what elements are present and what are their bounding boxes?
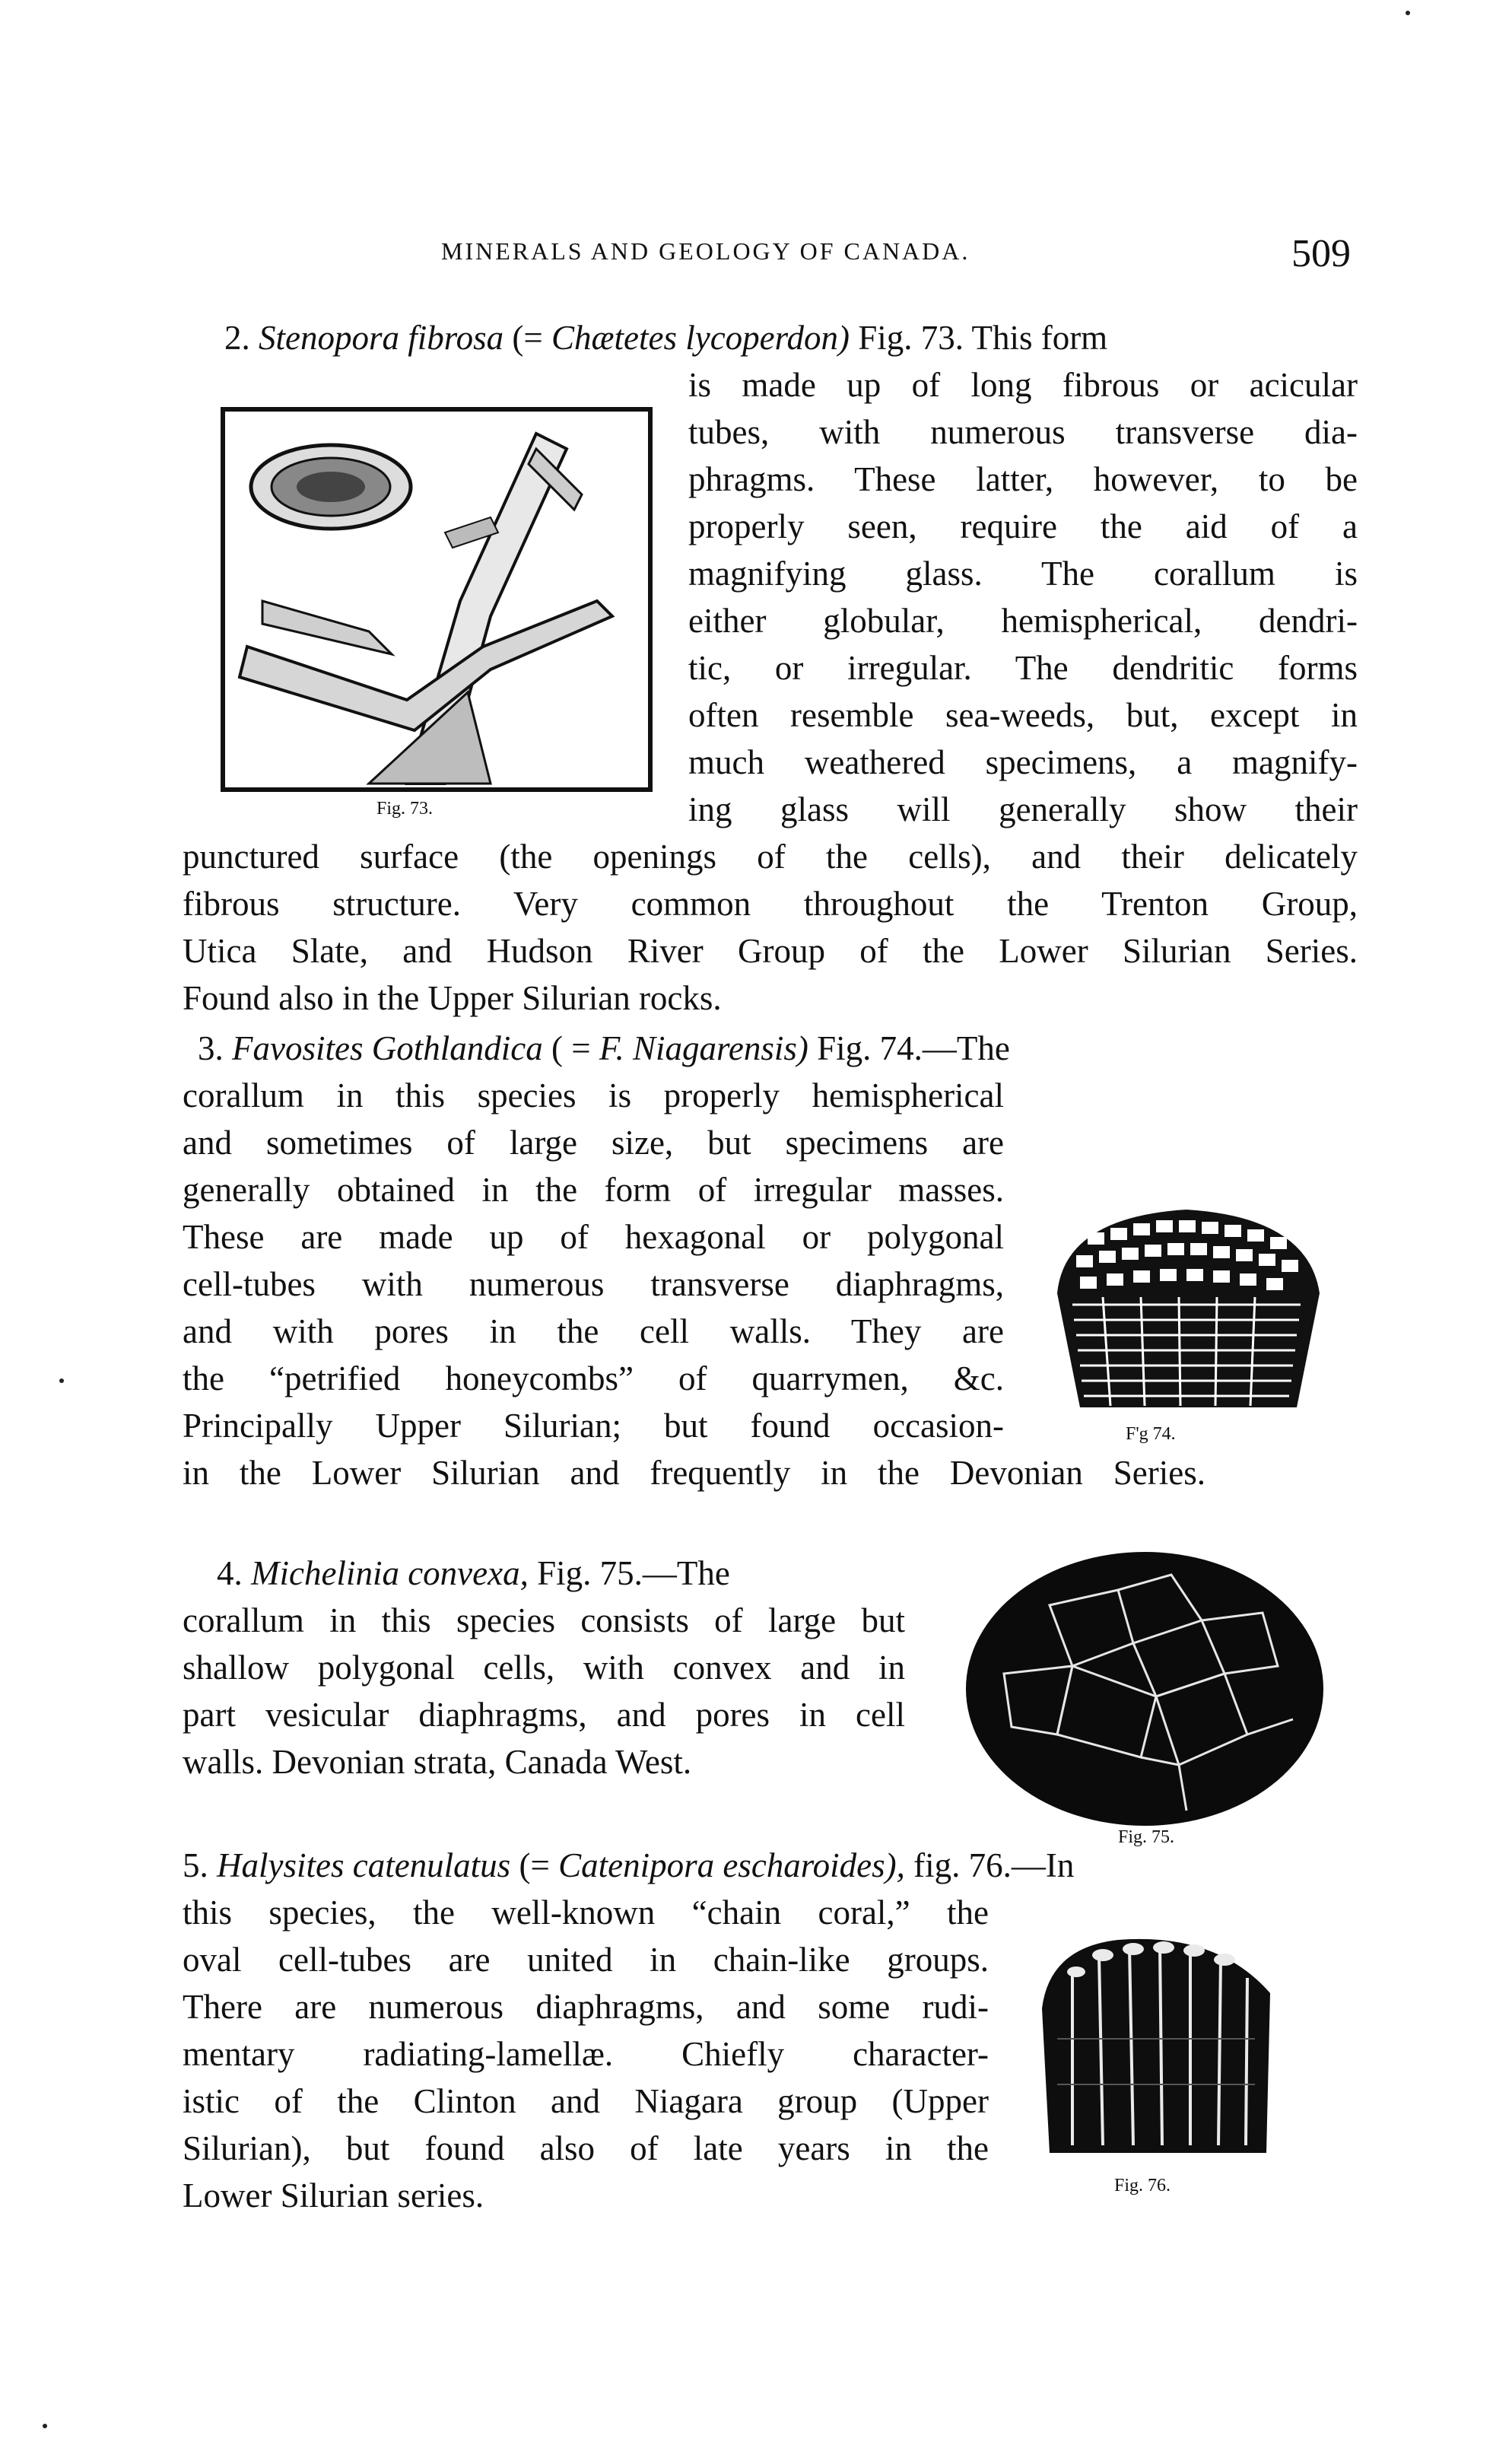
entry-number: 4. [217, 1554, 243, 1592]
body-line: much weathered specimens, a magnify- [688, 743, 1358, 781]
species-name: Halysites catenulatus [217, 1846, 511, 1884]
body-line: oval cell-tubes are united in chain-like groups. [183, 1941, 989, 1979]
body-line: These are made up of hexagonal or polygonal [183, 1218, 1004, 1256]
body-line: Found also in the Upper Silurian rocks. [183, 979, 722, 1017]
species-name: Stenopora fibrosa [259, 319, 504, 357]
synonym-open: ( = [551, 1029, 591, 1067]
body-line: tubes, with numerous transverse dia- [688, 413, 1358, 451]
body-line: mentary radiating-lamellæ. Chiefly character- [183, 2035, 989, 2073]
figure-73-caption: Fig. 73. [376, 799, 434, 819]
body-line: Silurian), but found also of late years in the [183, 2129, 989, 2167]
body-line: ing glass will generally show their [688, 790, 1358, 828]
figure-75-illustration [958, 1544, 1331, 1833]
figure-reference: Fig. 74.—The [817, 1029, 1010, 1067]
entry-number: 2. [224, 319, 250, 357]
body-line: is made up of long fibrous or acicular [688, 366, 1358, 404]
entry-5-heading [183, 1846, 1358, 1885]
entry-number: 3. [198, 1029, 224, 1067]
body-line: This form [971, 319, 1108, 357]
body-line: corallum in this species consists of large but [183, 1601, 905, 1639]
body-line: There are numerous diaphragms, and some rudi- [183, 1988, 989, 2026]
figure-reference: fig. 76.—In [913, 1846, 1075, 1884]
body-line: magnifying glass. The corallum is [688, 555, 1358, 593]
body-line: punctured surface (the openings of the cells), and their delicately [183, 838, 1358, 876]
body-line: this species, the well-known “chain coral,” the [183, 1893, 989, 1932]
body-line: part vesicular diaphragms, and pores in cell [183, 1696, 905, 1734]
figure-reference: Fig. 73. [858, 319, 964, 357]
species-name: Favosites Gothlandica [232, 1029, 543, 1067]
page-number: 509 [1291, 232, 1351, 275]
synonym-name: Chætetes lycoperdon) [551, 319, 850, 357]
body-line: Lower Silurian series. [183, 2176, 484, 2215]
body-line: Principally Upper Silurian; but found occasion- [183, 1407, 1004, 1445]
body-line: and with pores in the cell walls. They are [183, 1312, 1004, 1350]
body-line: cell-tubes with numerous transverse diaphragms, [183, 1265, 1004, 1303]
body-line: and sometimes of large size, but specimens are [183, 1124, 1004, 1162]
figure-74-caption: F'g 74. [1126, 1424, 1176, 1444]
body-line: fibrous structure. Very common throughout the Trenton Group, [183, 885, 1358, 923]
figure-74-illustration [1034, 1202, 1339, 1423]
synonym-name: F. Niagarensis) [599, 1029, 808, 1067]
figure-73-illustration [217, 403, 658, 799]
running-title: MINERALS AND GEOLOGY OF CANADA. [441, 237, 970, 265]
entry-3-heading [198, 1029, 1358, 1068]
synonym-open: (= [519, 1846, 550, 1884]
synonym-open: (= [512, 319, 543, 357]
entry-number: 5. [183, 1846, 208, 1884]
entry-4-heading [217, 1553, 730, 1593]
body-line: tic, or irregular. The dendritic forms [688, 649, 1358, 687]
body-line: the “petrified honeycombs” of quarrymen, &c. [183, 1359, 1004, 1397]
body-line: often resemble sea-weeds, but, except in [688, 696, 1358, 734]
body-line: either globular, hemispherical, dendri- [688, 602, 1358, 640]
figure-76-illustration [1027, 1925, 1285, 2176]
entry-2-heading [224, 318, 1355, 358]
body-line: in the Lower Silurian and frequently in the Devonian Series. [183, 1454, 1205, 1492]
scan-speck [43, 2424, 47, 2428]
body-line: shallow polygonal cells, with convex and in [183, 1649, 905, 1687]
figure-reference: Fig. 75.—The [537, 1554, 730, 1592]
body-line: walls. Devonian strata, Canada West. [183, 1743, 692, 1781]
body-line: properly seen, require the aid of a [688, 507, 1358, 545]
body-line: generally obtained in the form of irregular masses. [183, 1171, 1004, 1209]
body-line: istic of the Clinton and Niagara group (Upper [183, 2082, 989, 2120]
scan-speck [59, 1378, 64, 1383]
body-line: corallum in this species is properly hemispherical [183, 1076, 1004, 1114]
synonym-name: Catenipora escharoides), [558, 1846, 905, 1884]
figure-75-caption: Fig. 75. [1118, 1827, 1175, 1847]
scan-speck [1406, 11, 1410, 15]
species-name: Michelinia convexa, [251, 1554, 529, 1592]
body-line: Utica Slate, and Hudson River Group of the Lower Silurian Series. [183, 932, 1358, 970]
body-line: phragms. These latter, however, to be [688, 460, 1358, 498]
figure-76-caption: Fig. 76. [1114, 2176, 1171, 2196]
